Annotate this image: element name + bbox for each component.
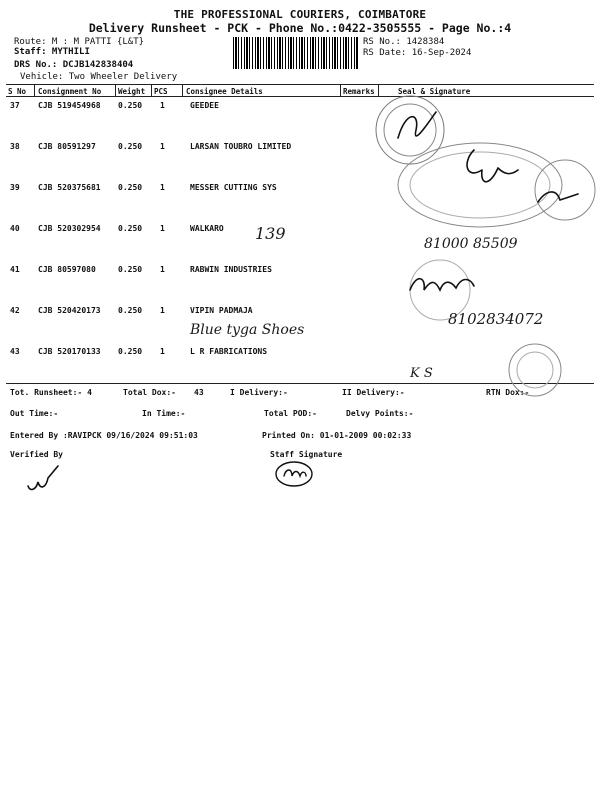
cell-consignment: CJB 80591297: [38, 142, 96, 151]
ii-delivery: II Delivery:-: [342, 388, 405, 397]
cell-pcs: 1: [160, 142, 165, 151]
col-weight: Weight: [118, 87, 146, 96]
cell-consignee: MESSER CUTTING SYS: [190, 183, 277, 192]
cell-sno: 43: [10, 347, 20, 356]
col-consignee: Consignee Details: [186, 87, 263, 96]
cell-pcs: 1: [160, 224, 165, 233]
barcode: [233, 37, 359, 69]
staff-label: Staff: MYTHILI: [14, 47, 90, 57]
drs-number: DRS No.: DCJB142838404: [14, 60, 134, 70]
cell-weight: 0.250: [118, 142, 143, 151]
cell-weight: 0.250: [118, 306, 143, 315]
in-time: In Time:-: [142, 409, 186, 418]
cell-weight: 0.250: [118, 101, 143, 110]
verifier-signature: [24, 462, 64, 494]
cell-weight: 0.250: [118, 224, 143, 233]
cell-consignee: LARSAN TOUBRO LIMITED: [190, 142, 292, 151]
cell-pcs: 1: [160, 265, 165, 274]
cell-pcs: 1: [160, 306, 165, 315]
cell-consignment: CJB 520170133: [38, 347, 101, 356]
col-consignment: Consignment No: [38, 87, 102, 96]
col-pcs: PCS: [154, 87, 168, 96]
cell-weight: 0.250: [118, 183, 143, 192]
col-remarks: Remarks: [343, 87, 375, 96]
cell-pcs: 1: [160, 347, 165, 356]
cell-sno: 37: [10, 101, 20, 110]
row42-note: Blue tyga Shoes: [190, 322, 305, 338]
cell-consignee: RABWIN INDUSTRIES: [190, 265, 272, 274]
total-dox-label: Total Dox:-: [123, 388, 176, 397]
vehicle-label: Vehicle: Two Wheeler Delivery: [20, 72, 178, 82]
staff-signature-label: Staff Signature: [270, 450, 343, 459]
total-runsheet: Tot. Runsheet:- 4: [10, 388, 92, 397]
cell-consignee: VIPIN PADMAJA: [190, 306, 253, 315]
verified-by-label: Verified By: [10, 450, 63, 459]
route-label: Route: M : M PATTI {L&T}: [14, 37, 145, 47]
cell-pcs: 1: [160, 101, 165, 110]
row43-signature: K S: [410, 366, 433, 381]
i-delivery: I Delivery:-: [230, 388, 288, 397]
total-pod: Total POD:-: [264, 409, 317, 418]
cell-sno: 41: [10, 265, 20, 274]
cell-consignment: CJB 519454968: [38, 101, 101, 110]
cell-consignment: CJB 520420173: [38, 306, 101, 315]
cell-sno: 42: [10, 306, 20, 315]
cell-consignee: GEEDEE: [190, 101, 219, 110]
cell-sno: 40: [10, 224, 20, 233]
row40-note: 139: [255, 224, 286, 243]
out-time: Out Time:-: [10, 409, 59, 418]
entered-by: Entered By :RAVIPCK 09/16/2024 09:51:03: [10, 431, 198, 440]
delivery-points: Delvy Points:-: [346, 409, 414, 418]
cell-consignee: L R FABRICATIONS: [190, 347, 268, 356]
cell-weight: 0.250: [118, 347, 143, 356]
runsheet-title: Delivery Runsheet - PCK - Phone No.:0422-3505555 - Page No.:4: [88, 21, 512, 35]
col-sno: S No: [8, 87, 27, 96]
row40-signature: 81000 85509: [424, 236, 518, 252]
cell-sno: 38: [10, 142, 20, 151]
rs-date: RS Date: 16-Sep-2024: [363, 48, 472, 58]
rs-number: RS No.: 1428384: [363, 37, 445, 47]
total-dox-value: 43: [194, 388, 204, 397]
staff-signature: [272, 458, 318, 490]
cell-pcs: 1: [160, 183, 165, 192]
col-seal: Seal & Signature: [398, 87, 471, 96]
cell-weight: 0.250: [118, 265, 143, 274]
cell-sno: 39: [10, 183, 20, 192]
cell-consignment: CJB 520302954: [38, 224, 101, 233]
rtn-dox: RTN Dox:-: [486, 388, 530, 397]
company-name: THE PROFESSIONAL COURIERS, COIMBATORE: [173, 8, 427, 21]
cell-consignment: CJB 80597080: [38, 265, 96, 274]
row42-signature: 8102834072: [448, 310, 544, 328]
cell-consignee: WALKARO: [190, 224, 224, 233]
cell-consignment: CJB 520375681: [38, 183, 101, 192]
printed-on: Printed On: 01-01-2009 00:02:33: [262, 431, 412, 440]
